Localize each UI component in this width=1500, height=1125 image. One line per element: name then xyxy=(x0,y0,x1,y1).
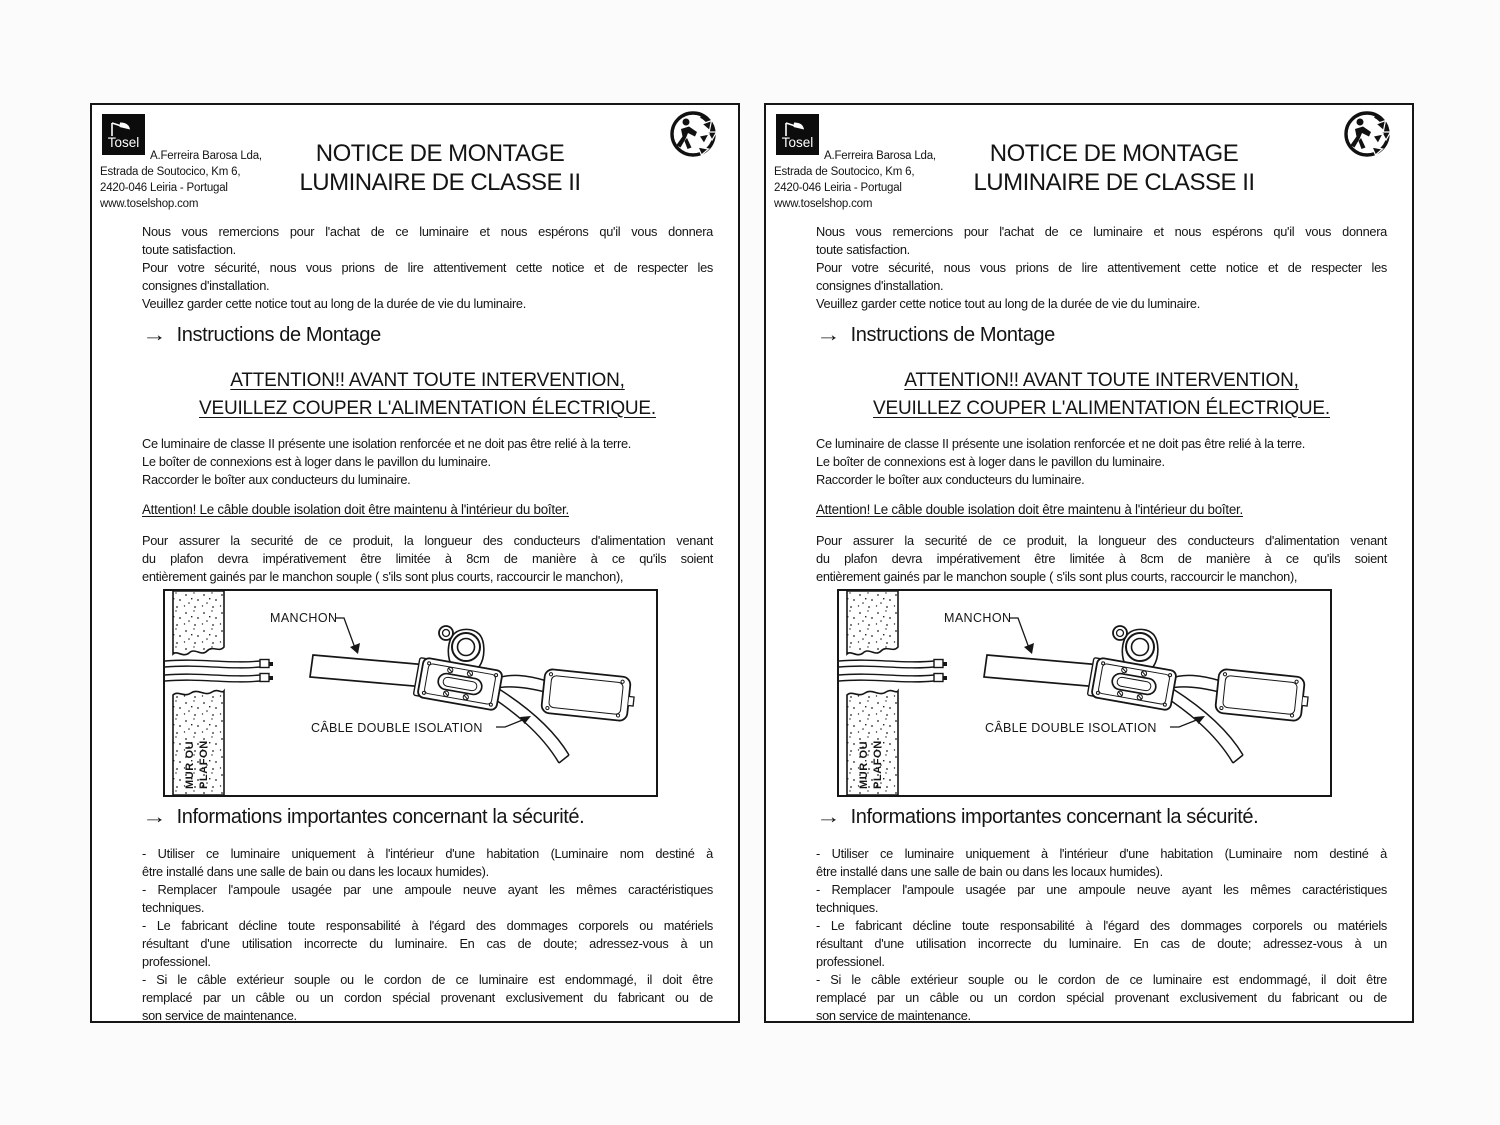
safety-paragraphs xyxy=(142,845,713,1023)
sleeve-paragraph xyxy=(142,532,713,586)
text-line: - Le fabricant décline toute responsabilité à l'égard des dommages corporels ou matériels xyxy=(142,918,713,933)
text-line: du plafon devra impérativement être limitée à 8cm de manière à ce qu'ils soient xyxy=(816,551,1387,566)
wall-label-line1: MUR OU xyxy=(184,740,196,789)
title-line-2: LUMINAIRE DE CLASSE II xyxy=(973,169,1255,196)
text-line: Veuillez garder cette notice tout au long de la durée de vie du luminaire. xyxy=(142,296,527,311)
text-line: Raccorder le boîter aux conducteurs du luminaire. xyxy=(816,472,1085,487)
warning-line-1: ATTENTION!! AVANT TOUTE INTERVENTION, xyxy=(904,370,1299,391)
text-line: - Utiliser ce luminaire uniquement à l'intérieur d'une habitation (Luminaire nom destiné à xyxy=(142,846,713,861)
power-warning xyxy=(816,367,1387,423)
junction-box xyxy=(413,657,503,711)
address-line: Estrada de Soutocico, Km 6, xyxy=(100,166,241,178)
sleeve-paragraph xyxy=(816,532,1387,586)
address-line: 2420-046 Leiria - Portugal xyxy=(100,182,228,194)
text-line: - Utiliser ce luminaire uniquement à l'intérieur d'une habitation (Luminaire nom destiné à xyxy=(816,846,1387,861)
text-line: toute satisfaction. xyxy=(142,242,236,257)
text-line: - Remplacer l'ampoule usagée par une ampoule neuve ayant les mêmes caractéristiques xyxy=(816,882,1387,897)
cable-label: CÂBLE DOUBLE ISOLATION xyxy=(985,721,1157,735)
warning-line-2: VEUILLEZ COUPER L'ALIMENTATION ÉLECTRIQUE. xyxy=(873,398,1330,419)
text-line: toute satisfaction. xyxy=(816,242,910,257)
address-line: A.Ferreira Barosa Lda, xyxy=(150,150,262,162)
title-line-1: NOTICE DE MONTAGE xyxy=(989,140,1239,167)
supply-wires xyxy=(165,660,273,682)
address-line: 2420-046 Leiria - Portugal xyxy=(774,182,902,194)
warning-line-2: VEUILLEZ COUPER L'ALIMENTATION ÉLECTRIQUE. xyxy=(199,398,656,419)
text-line: techniques. xyxy=(816,900,879,915)
text-line: remplacé par un câble ou un cordon spécial provenant exclusivement du fabricant ou de xyxy=(142,990,713,1005)
text-line: consignes d'installation. xyxy=(816,278,944,293)
text-line: Nous vous remercions pour l'achat de ce luminaire et nous espérons qu'il vous donnera xyxy=(816,224,1387,239)
text-line: consignes d'installation. xyxy=(142,278,270,293)
section-heading-text: Instructions de Montage xyxy=(176,324,381,346)
page-title xyxy=(836,139,1392,197)
text-line: Nous vous remercions pour l'achat de ce luminaire et nous espérons qu'il vous donnera xyxy=(142,224,713,239)
class2-paragraph xyxy=(816,435,1387,489)
manchon-label: MANCHON xyxy=(270,611,338,625)
text-line: entièrement gainés par le manchon souple ( s'ils sont plus courts, raccourcir le manchon), xyxy=(816,569,1298,584)
triman-recycling-icon xyxy=(1342,109,1392,159)
class2-paragraph xyxy=(142,435,713,489)
box-cover xyxy=(1215,669,1310,722)
montage-notice-page xyxy=(90,103,740,1023)
cable-attention-note: Attention! Le câble double isolation doit être maintenu à l'intérieur du boîter. xyxy=(816,502,1243,517)
text-line: son service de maintenance. xyxy=(816,1008,971,1023)
manchon-label: MANCHON xyxy=(944,611,1012,625)
manchon-sleeve xyxy=(984,655,1102,687)
wall-label-line2: PLAFON xyxy=(872,740,884,789)
section-heading-safety xyxy=(142,806,713,829)
power-warning xyxy=(142,367,713,423)
page-title xyxy=(162,139,718,197)
text-line: professionel. xyxy=(142,954,211,969)
arrow-bullet-icon: → xyxy=(816,325,841,346)
text-line: son service de maintenance. xyxy=(142,1008,297,1023)
triman-recycling-icon xyxy=(668,109,718,159)
section-heading-text: Informations importantes concernant la sécurité. xyxy=(176,806,585,828)
manchon-sleeve xyxy=(310,655,428,687)
installation-diagram xyxy=(163,589,658,797)
address-line: Estrada de Soutocico, Km 6, xyxy=(774,166,915,178)
warning-line-1: ATTENTION!! AVANT TOUTE INTERVENTION, xyxy=(230,370,625,391)
montage-notice-page xyxy=(764,103,1414,1023)
installation-diagram xyxy=(837,589,1332,797)
text-line: du plafon devra impérativement être limitée à 8cm de manière à ce qu'ils soient xyxy=(142,551,713,566)
intro-paragraphs xyxy=(816,223,1387,313)
text-line: Pour votre sécurité, nous vous prions de lire attentivement cette notice et de respecter les xyxy=(142,260,713,275)
text-line: Le boîter de connexions est à loger dans le pavillon du luminaire. xyxy=(816,454,1165,469)
wall-label-line1: MUR OU xyxy=(858,740,870,789)
arrow-bullet-icon: → xyxy=(142,807,167,828)
section-heading-safety xyxy=(816,806,1387,829)
text-line: entièrement gainés par le manchon souple ( s'ils sont plus courts, raccourcir le manchon), xyxy=(142,569,624,584)
text-line: résultant d'une utilisation incorrecte du luminaire. En cas de doute; adressez-vous à un xyxy=(142,936,713,951)
text-line: Ce luminaire de classe II présente une isolation renforcée et ne doit pas être relié à la terre. xyxy=(142,436,632,451)
logo-brand-text: Tosel xyxy=(781,135,814,150)
section-heading-text: Instructions de Montage xyxy=(850,324,1055,346)
text-line: Pour assurer la securité de ce produit, la longueur des conducteurs d'alimentation venant xyxy=(142,533,713,548)
address-line: A.Ferreira Barosa Lda, xyxy=(824,150,936,162)
title-line-1: NOTICE DE MONTAGE xyxy=(315,140,565,167)
text-line: techniques. xyxy=(142,900,205,915)
junction-box xyxy=(1087,657,1177,711)
text-line: - Si le câble extérieur souple ou le cordon de ce luminaire est endommagé, il doit être xyxy=(816,972,1387,987)
text-line: - Le fabricant décline toute responsabilité à l'égard des dommages corporels ou matériels xyxy=(816,918,1387,933)
text-line: Le boîter de connexions est à loger dans le pavillon du luminaire. xyxy=(142,454,491,469)
title-line-2: LUMINAIRE DE CLASSE II xyxy=(299,169,581,196)
text-line: Raccorder le boîter aux conducteurs du luminaire. xyxy=(142,472,411,487)
intro-paragraphs xyxy=(142,223,713,313)
supply-wires xyxy=(839,660,947,682)
text-line: résultant d'une utilisation incorrecte du luminaire. En cas de doute; adressez-vous à un xyxy=(816,936,1387,951)
text-line: Veuillez garder cette notice tout au long de la durée de vie du luminaire. xyxy=(816,296,1201,311)
arrow-bullet-icon: → xyxy=(142,325,167,346)
text-line: Pour assurer la securité de ce produit, la longueur des conducteurs d'alimentation venant xyxy=(816,533,1387,548)
text-line: remplacé par un câble ou un cordon spécial provenant exclusivement du fabricant ou de xyxy=(816,990,1387,1005)
text-line: être installé dans une salle de bain ou dans les locaux humides). xyxy=(816,864,1163,879)
arrow-bullet-icon: → xyxy=(816,807,841,828)
section-heading-instructions xyxy=(142,324,713,347)
cable-label: CÂBLE DOUBLE ISOLATION xyxy=(311,721,483,735)
text-line: - Remplacer l'ampoule usagée par une ampoule neuve ayant les mêmes caractéristiques xyxy=(142,882,713,897)
logo-brand-text: Tosel xyxy=(107,135,140,150)
section-heading-text: Informations importantes concernant la sécurité. xyxy=(850,806,1259,828)
address-line: www.toselshop.com xyxy=(774,198,873,210)
box-cover xyxy=(541,669,636,722)
cable-attention-note: Attention! Le câble double isolation doit être maintenu à l'intérieur du boîter. xyxy=(142,502,569,517)
safety-paragraphs xyxy=(816,845,1387,1023)
section-heading-instructions xyxy=(816,324,1387,347)
text-line: Ce luminaire de classe II présente une isolation renforcée et ne doit pas être relié à la terre. xyxy=(816,436,1306,451)
address-line: www.toselshop.com xyxy=(100,198,199,210)
text-line: - Si le câble extérieur souple ou le cordon de ce luminaire est endommagé, il doit être xyxy=(142,972,713,987)
text-line: professionel. xyxy=(816,954,885,969)
text-line: Pour votre sécurité, nous vous prions de lire attentivement cette notice et de respecter les xyxy=(816,260,1387,275)
text-line: être installé dans une salle de bain ou dans les locaux humides). xyxy=(142,864,489,879)
wall-label-line2: PLAFON xyxy=(198,740,210,789)
